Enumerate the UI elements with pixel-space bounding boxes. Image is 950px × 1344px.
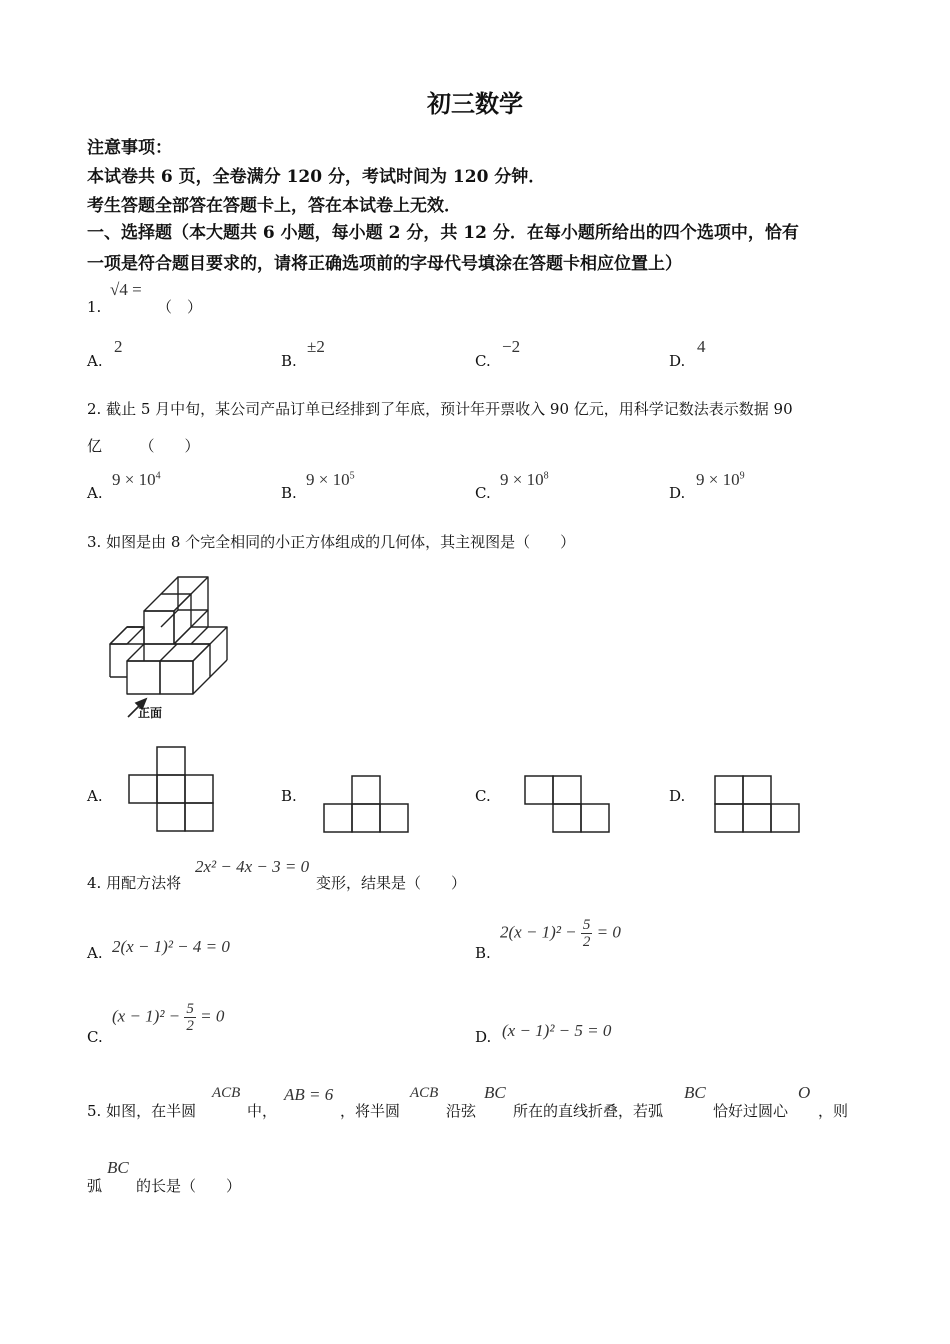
q1-option-d-letter: D.: [669, 352, 686, 370]
q5-text-5: 所在的直线折叠，若弧: [513, 1102, 664, 1120]
q5-math-3: ACB: [410, 1085, 439, 1101]
q4-suffix: 变形，结果是（ ）: [316, 874, 467, 892]
q5-text-4: 沿弦: [446, 1102, 477, 1120]
q3-cube-figure: [100, 570, 240, 725]
q1-number: 1.: [87, 298, 102, 316]
q4-number: 4. 用配方法将: [87, 874, 182, 892]
q3-text: 3. 如图是由 8 个完全相同的小正方体组成的几何体，其主视图是（ ）: [87, 533, 576, 551]
section-intro-line-2: 一项是符合题目要求的，请将正确选项前的字母代号填涂在答题卡相应位置上）: [87, 254, 682, 274]
q1-expression: √4 =: [110, 280, 142, 299]
q5-math-4: BC: [484, 1083, 506, 1102]
notes-line-2: 考生答题全部答在答题卡上，答在本试卷上无效．: [87, 196, 461, 216]
q4-option-b-value: 2(x − 1)² − $\frac{5}{2}$ = 0: [500, 917, 621, 950]
q3-option-d-letter: D.: [669, 787, 686, 805]
section-intro-line-1: 一、选择题（本大题共 6 小题，每小题 2 分，共 12 分．在每小题所给出的四个选项中，恰有: [87, 223, 799, 243]
page-title: 初三数学: [427, 89, 523, 118]
q5-line2-post: 的长是（ ）: [136, 1177, 242, 1195]
q2-option-b-letter: B.: [281, 484, 297, 502]
q3-figure-label: 正面: [138, 706, 163, 720]
q2-line-2: 亿 （ ）: [87, 437, 200, 455]
q2-option-d-value: $9 \times 10^9$: [696, 470, 745, 489]
q2-option-b-value: $9 \times 10^5$: [306, 470, 355, 489]
q5-text-7: ，则: [818, 1102, 849, 1120]
q5-math-1: ACB: [212, 1085, 241, 1101]
q5-text-6: 恰好过圆心: [713, 1102, 789, 1120]
q3-option-d-figure: [714, 775, 804, 837]
q4-option-c-letter: C.: [87, 1028, 103, 1046]
q4-option-d-letter: D.: [475, 1028, 492, 1046]
q5-text-1: 5. 如图，在半圆: [87, 1102, 197, 1120]
q2-option-d-letter: D.: [669, 484, 686, 502]
q3-option-c-letter: C.: [475, 787, 491, 805]
q5-text-2: 中，: [247, 1102, 278, 1120]
q1-option-a-value: 2: [114, 337, 123, 356]
q3-option-a-figure: [128, 746, 218, 836]
q2-line-1: 2. 截止 5 月中旬，某公司产品订单已经排到了年底，预计年开票收入 90 亿元，用科学记数法表示数据 90: [87, 400, 793, 418]
q5-math-5: BC: [684, 1083, 706, 1102]
notes-heading: 注意事项：: [87, 138, 172, 158]
q4-option-a-letter: A.: [87, 944, 103, 962]
q4-equation: 2x² − 4x − 3 = 0: [195, 857, 310, 876]
q2-option-c-letter: C.: [475, 484, 491, 502]
q5-math-2: AB = 6: [284, 1085, 334, 1104]
q5-math-6: O: [798, 1083, 811, 1102]
q4-option-d-value: (x − 1)² − 5 = 0: [502, 1021, 612, 1040]
q1-option-c-letter: C.: [475, 352, 491, 370]
q5-line2-pre: 弧: [87, 1177, 103, 1195]
q5-text-3: ，将半圆: [340, 1102, 401, 1120]
q1-option-c-value: −2: [502, 337, 521, 356]
notes-line-1: 本试卷共 6 页，全卷满分 120 分，考试时间为 120 分钟．: [87, 167, 546, 187]
q4-option-b-letter: B.: [475, 944, 491, 962]
q3-option-b-figure: [323, 775, 413, 837]
q5-line2-math: BC: [107, 1158, 129, 1177]
q4-option-a-value: 2(x − 1)² − 4 = 0: [112, 937, 230, 956]
q1-option-b-value: ±2: [307, 337, 325, 356]
q1-option-a-letter: A.: [87, 352, 103, 370]
q4-option-b-fraction: $\frac{5}{2}$: [582, 917, 591, 950]
q3-option-c-figure: [524, 775, 614, 837]
q3-option-b-letter: B.: [281, 787, 297, 805]
q2-option-a-letter: A.: [87, 484, 103, 502]
q1-paren: （ ）: [157, 298, 203, 316]
q1-option-d-value: 4: [697, 337, 706, 356]
q4-option-c-value: (x − 1)² − $\frac{5}{2}$ = 0: [112, 1001, 225, 1034]
q4-option-c-fraction: $\frac{5}{2}$: [186, 1001, 194, 1034]
q2-option-a-value: $9 \times 10^4$: [112, 470, 161, 489]
q1-option-b-letter: B.: [281, 352, 297, 370]
q2-option-c-value: $9 \times 10^8$: [500, 470, 549, 489]
q3-option-a-letter: A.: [87, 787, 103, 805]
